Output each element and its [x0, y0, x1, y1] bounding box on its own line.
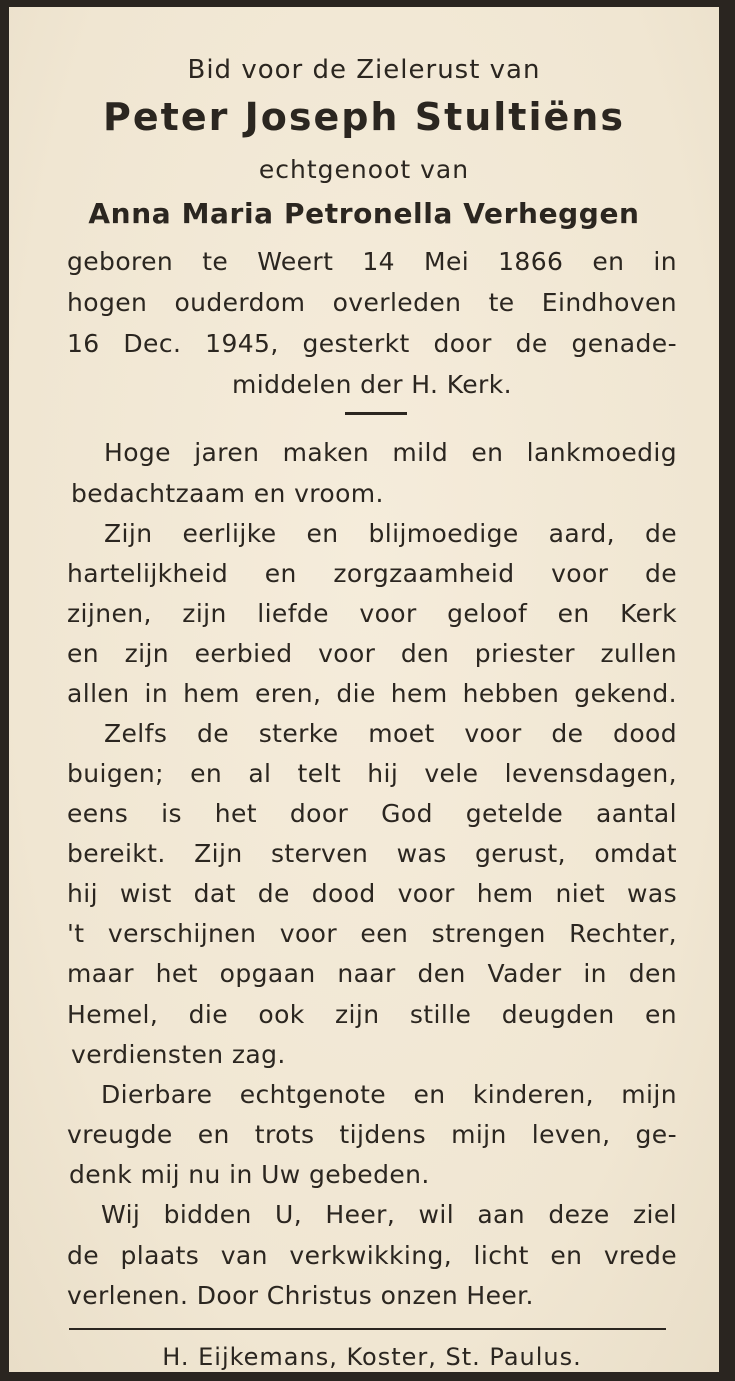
footer-divider: [69, 1328, 666, 1330]
body-line: allen in hem eren, die hem hebben gekend.: [67, 679, 677, 708]
body-line: hij wist dat de dood voor hem niet was: [67, 879, 677, 908]
body-line: Zelfs de sterke moet voor de dood: [104, 719, 677, 748]
body-line: bereikt. Zijn sterven was gerust, omdat: [67, 839, 677, 868]
section-divider: [345, 412, 407, 415]
body-line: buigen; en al telt hij vele levensdagen,: [67, 759, 677, 788]
body-line: verlenen. Door Christus onzen Heer.: [67, 1281, 534, 1310]
body-line: verdiensten zag.: [71, 1040, 286, 1069]
intro-text: Bid voor de Zielerust van: [187, 55, 541, 85]
bio-line-4: middelen der H. Kerk.: [232, 370, 512, 399]
body-line: Dierbare echtgenote en kinderen, mijn: [101, 1080, 677, 1109]
card-paper: [9, 7, 719, 1372]
body-line: Hoge jaren maken mild en lankmoedig: [104, 438, 677, 467]
body-line: zijnen, zijn liefde voor geloof en Kerk: [67, 599, 677, 628]
body-line: hartelijkheid en zorgzaamheid voor de: [67, 559, 677, 588]
spouse-name: Anna Maria Petronella Verheggen: [88, 197, 640, 230]
body-line: bedachtzaam en vroom.: [71, 479, 384, 508]
body-line: Hemel, die ook zijn stille deugden en: [67, 1000, 677, 1029]
deceased-name: Peter Joseph Stultiëns: [103, 95, 625, 139]
relation-text: echtgenoot van: [258, 155, 470, 184]
bio-line-3: 16 Dec. 1945, gesterkt door de genade-: [67, 329, 677, 358]
printer-credit: H. Eijkemans, Koster, St. Paulus.: [162, 1343, 582, 1371]
body-line: maar het opgaan naar den Vader in den: [67, 959, 677, 988]
body-line: vreugde en trots tijdens mijn leven, ge-: [67, 1120, 677, 1149]
body-line: eens is het door God getelde aantal: [67, 799, 677, 828]
body-line: en zijn eerbied voor den priester zullen: [67, 639, 677, 668]
body-line: Wij bidden U, Heer, wil aan deze ziel: [101, 1200, 677, 1229]
body-line: de plaats van verkwikking, licht en vrede: [67, 1241, 677, 1270]
body-line: Zijn eerlijke en blijmoedige aard, de: [104, 519, 677, 548]
body-line: 't verschijnen voor een strengen Rechter,: [67, 919, 677, 948]
bio-line-2: hogen ouderdom overleden te Eindhoven: [67, 288, 677, 317]
bio-line-1: geboren te Weert 14 Mei 1866 en in: [67, 247, 677, 276]
body-line: denk mij nu in Uw gebeden.: [69, 1160, 430, 1189]
